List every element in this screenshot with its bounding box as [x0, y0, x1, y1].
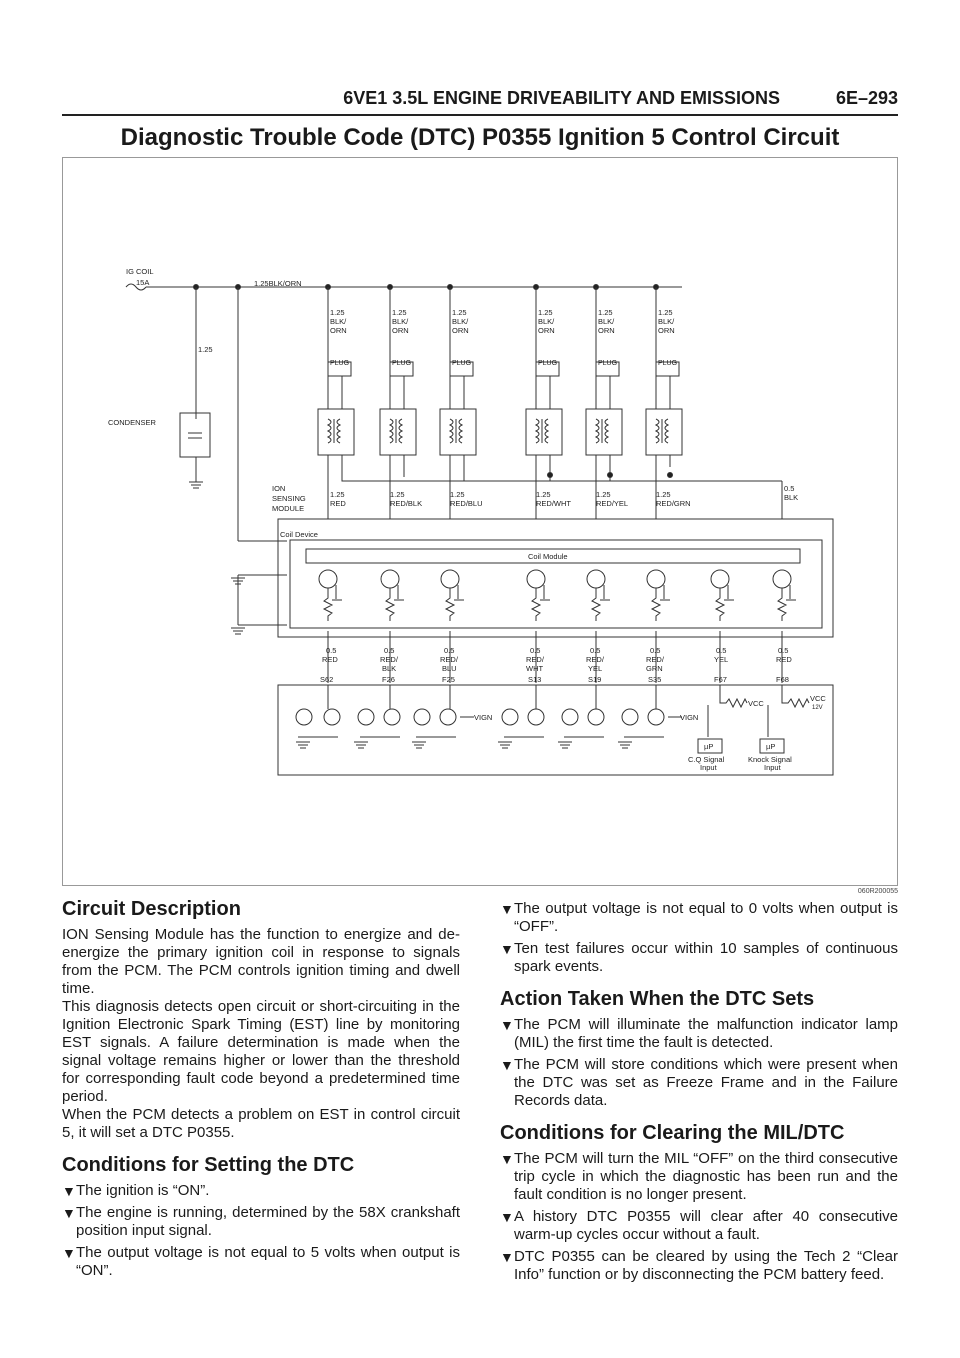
- pcm-wire-gauge: 0.5: [326, 646, 337, 655]
- coil-feed-color: ORN: [392, 326, 409, 335]
- sense-resistor-wires: [708, 705, 768, 737]
- pcm-wire-color: BLU: [442, 664, 457, 673]
- bullet-item: ▼ The output voltage is not equal to 5 volts when output is “ON”.: [62, 1244, 460, 1279]
- vcc-label: VCC: [810, 694, 826, 703]
- section-title: 6VE1 3.5L ENGINE DRIVEABILITY AND EMISSIONS: [343, 88, 780, 108]
- pcm-wire-color: RED/: [646, 655, 664, 664]
- bullet-icon: ▼: [500, 1151, 514, 1167]
- coil-out-gauge: 1.25: [596, 490, 611, 499]
- coil-feed-color: ORN: [452, 326, 469, 335]
- coil-out-color: RED/BLU: [450, 499, 483, 508]
- bullet-icon: ▼: [500, 941, 514, 957]
- coil-out-gauge: 1.25: [330, 490, 345, 499]
- ion-sense-bus: [342, 467, 670, 481]
- pin-label: F68: [776, 675, 789, 684]
- coil-out-gauge: 1.25: [450, 490, 465, 499]
- plug-label: PLUG: [392, 360, 412, 367]
- coil-device-box: [278, 519, 833, 637]
- coil-feed-color: BLK/: [330, 317, 347, 326]
- circuit-description-heading: Circuit Description: [62, 898, 241, 920]
- vign-label: VIGN: [474, 713, 493, 722]
- coil-out-color: RED/GRN: [656, 499, 691, 508]
- pin-label: F67: [714, 675, 727, 684]
- condenser-wire-label: 1.25: [198, 345, 213, 354]
- ion-module-label: MODULE: [272, 504, 305, 513]
- coil-out-color: BLK: [784, 493, 799, 502]
- action-taken-heading: Action Taken When the DTC Sets: [500, 988, 815, 1010]
- pcm-wire-gauge: 0.5: [590, 646, 601, 655]
- cq-signal-label: C.Q Signal: [688, 755, 725, 764]
- pcm-wire-color: RED/: [526, 655, 544, 664]
- pcm-wire-gauge: 0.5: [650, 646, 661, 655]
- coil-out-color: RED/YEL: [596, 499, 629, 508]
- plug-label: PLUG: [330, 360, 350, 367]
- coil-feed-color: BLK/: [452, 317, 469, 326]
- coil-feed-gauge: 1.25: [538, 308, 553, 317]
- plug-label: PLUG: [538, 360, 558, 367]
- bullet-icon: ▼: [500, 901, 514, 917]
- junction: [668, 473, 673, 478]
- pcm-wire-gauge: 0.5: [444, 646, 455, 655]
- plug-label: PLUG: [658, 360, 678, 367]
- pcm-wire-gauge: 0.5: [778, 646, 789, 655]
- wiring-diagram: [62, 157, 898, 886]
- bullet-item: ▼ The PCM will illuminate the malfunction indicator lamp (MIL) the first time the fault is detected.: [500, 1016, 898, 1051]
- header-rule: [62, 114, 898, 116]
- coil-out-color: RED/BLK: [390, 499, 423, 508]
- bullet-icon: ▼: [500, 1057, 514, 1073]
- feed-wire-label: 1.25BLK/ORN: [254, 279, 302, 288]
- bullet-icon: ▼: [62, 1245, 76, 1261]
- junction: [548, 473, 553, 478]
- mu-p-label: µP: [766, 742, 776, 751]
- bullet-icon: ▼: [500, 1017, 514, 1033]
- bullet-item: ▼ The PCM will store conditions which were present when the DTC was set as Freeze Frame and in the Failure Records data.: [500, 1056, 898, 1109]
- coil-device-label: Coil Device: [280, 530, 318, 539]
- ion-module-label: SENSING: [272, 494, 306, 503]
- bullet-icon: ▼: [500, 1209, 514, 1225]
- coil-out-gauge: 1.25: [390, 490, 405, 499]
- bullet-item: ▼ The ignition is “ON”.: [62, 1182, 210, 1199]
- fuse-label: 15A: [136, 278, 150, 287]
- pin-label: S13: [528, 675, 542, 684]
- coil-feed-color: ORN: [538, 326, 555, 335]
- pcm-wire-color: RED: [322, 655, 338, 664]
- coil-feed-color: ORN: [330, 326, 347, 335]
- pcm-wire-color: RED/: [440, 655, 458, 664]
- bullet-item: ▼ The PCM will turn the MIL “OFF” on the third consecutive trip cycle in which the diagnostic has been run and the fault condition is no longer present.: [500, 1150, 898, 1203]
- coil-out-color: RED: [330, 499, 346, 508]
- vign-label: VIGN: [680, 713, 699, 722]
- bullet-icon: ▼: [62, 1205, 76, 1221]
- pcm-wire-color: GRN: [646, 664, 663, 673]
- coil-out-gauge: 1.25: [656, 490, 671, 499]
- pcm-wire-color: RED/: [586, 655, 604, 664]
- knock-signal-label: Input: [764, 763, 781, 772]
- wiring-diagram-svg: [62, 157, 898, 886]
- plug-label: PLUG: [452, 360, 472, 367]
- knock-signal-label: Knock Signal: [748, 755, 792, 764]
- junction: [608, 473, 613, 478]
- coil-out-gauge: 1.25: [536, 490, 551, 499]
- ground-icon: [189, 482, 203, 488]
- left-column: [62, 900, 460, 1284]
- coil-feed-color: BLK/: [598, 317, 615, 326]
- pcm-wire-color: RED/: [380, 655, 398, 664]
- vcc-12v-label: 12V: [812, 705, 823, 711]
- circuit-description-para: ION Sensing Module has the function to energize and de-energize the primary ignition coil in response to signals from the PCM. The PCM controls ignition timing and dwell time.: [62, 926, 460, 997]
- coil-feed-gauge: 1.25: [392, 308, 407, 317]
- figure-frame: [63, 158, 898, 886]
- bullet-item: ▼ Ten test failures occur within 10 samples of continuous spark events.: [500, 940, 898, 975]
- pullup-resistors: [720, 685, 809, 707]
- pin-label: S62: [320, 675, 334, 684]
- coil-feed-gauge: 1.25: [330, 308, 345, 317]
- clearing-heading: Conditions for Clearing the MIL/DTC: [500, 1122, 845, 1144]
- condenser-box: [180, 413, 210, 457]
- circuit-description-para: When the PCM detects a problem on EST in control circuit 5, it will set a DTC P0355.: [62, 1106, 460, 1141]
- coil-out-color: RED/WHT: [536, 499, 571, 508]
- pcm-wire-gauge: 0.5: [530, 646, 541, 655]
- pin-label: S35: [648, 675, 662, 684]
- pcm-wire-gauge: 0.5: [716, 646, 727, 655]
- coil-feed-gauge: 1.25: [658, 308, 673, 317]
- bullet-item: ▼ The engine is running, determined by the 58X crankshaft position input signal.: [62, 1204, 460, 1239]
- bullet-icon: ▼: [500, 1249, 514, 1265]
- pcm-wire-gauge: 0.5: [384, 646, 395, 655]
- bullet-icon: ▼: [62, 1183, 76, 1199]
- pcm-wire-color: RED: [776, 655, 792, 664]
- coil-feed-color: ORN: [658, 326, 675, 335]
- bullet-item: ▼ DTC P0355 can be cleared by using the Tech 2 “Clear Info” function or by disconnecting the PCM battery feed.: [500, 1248, 898, 1283]
- coil-feed-gauge: 1.25: [452, 308, 467, 317]
- mu-p-label: µP: [704, 742, 714, 751]
- bullet-item: ▼ The output voltage is not equal to 0 volts when output is “OFF”.: [500, 900, 898, 935]
- ground-icon: [231, 628, 245, 634]
- ion-module-label: ION: [272, 484, 286, 493]
- pin-label: S19: [588, 675, 602, 684]
- pin-label: F26: [382, 675, 395, 684]
- page-title: Diagnostic Trouble Code (DTC) P0355 Ignition 5 Control Circuit: [120, 124, 840, 151]
- coil-feed-color: BLK/: [392, 317, 409, 326]
- circuit-description-para: This diagnosis detects open circuit or short-circuiting in the Ignition Electronic Spark Timing (EST) line by monitoring EST signals. A failure determination is made when the signal voltage remains higher or lower than the threshold for corresponding fault code beyond a predetermined time period.: [62, 998, 460, 1105]
- vcc-label: VCC: [748, 699, 764, 708]
- condenser-label: CONDENSER: [108, 418, 156, 427]
- coil-feed-color: BLK/: [538, 317, 555, 326]
- cq-signal-label: Input: [700, 763, 717, 772]
- plug-label: PLUG: [598, 360, 618, 367]
- pin-label: F25: [442, 675, 455, 684]
- pcm-wire-color: YEL: [714, 655, 729, 664]
- coil-feed-gauge: 1.25: [598, 308, 613, 317]
- driver-transistors: [319, 570, 796, 621]
- conditions-setting-heading: Conditions for Setting the DTC: [62, 1154, 355, 1176]
- pcm-wire-color: YEL: [588, 664, 603, 673]
- coil-feed-color: ORN: [598, 326, 615, 335]
- right-column: [500, 900, 898, 1288]
- coil-feed-color: BLK/: [658, 317, 675, 326]
- page-header: [62, 88, 898, 114]
- figure-id: 060R200055: [857, 888, 898, 895]
- pcm-wire-color: BLK: [382, 664, 397, 673]
- bullet-item: ▼ A history DTC P0355 will clear after 40 consecutive warm-up cycles occur without a fault.: [500, 1208, 898, 1243]
- page-number: 6E–293: [835, 88, 898, 108]
- coil-module-label: Coil Module: [528, 552, 568, 561]
- pcm-wire-color: WHT: [526, 664, 544, 673]
- ig-coil-label: IG COIL: [126, 267, 154, 276]
- coil-out-gauge: 0.5: [784, 484, 795, 493]
